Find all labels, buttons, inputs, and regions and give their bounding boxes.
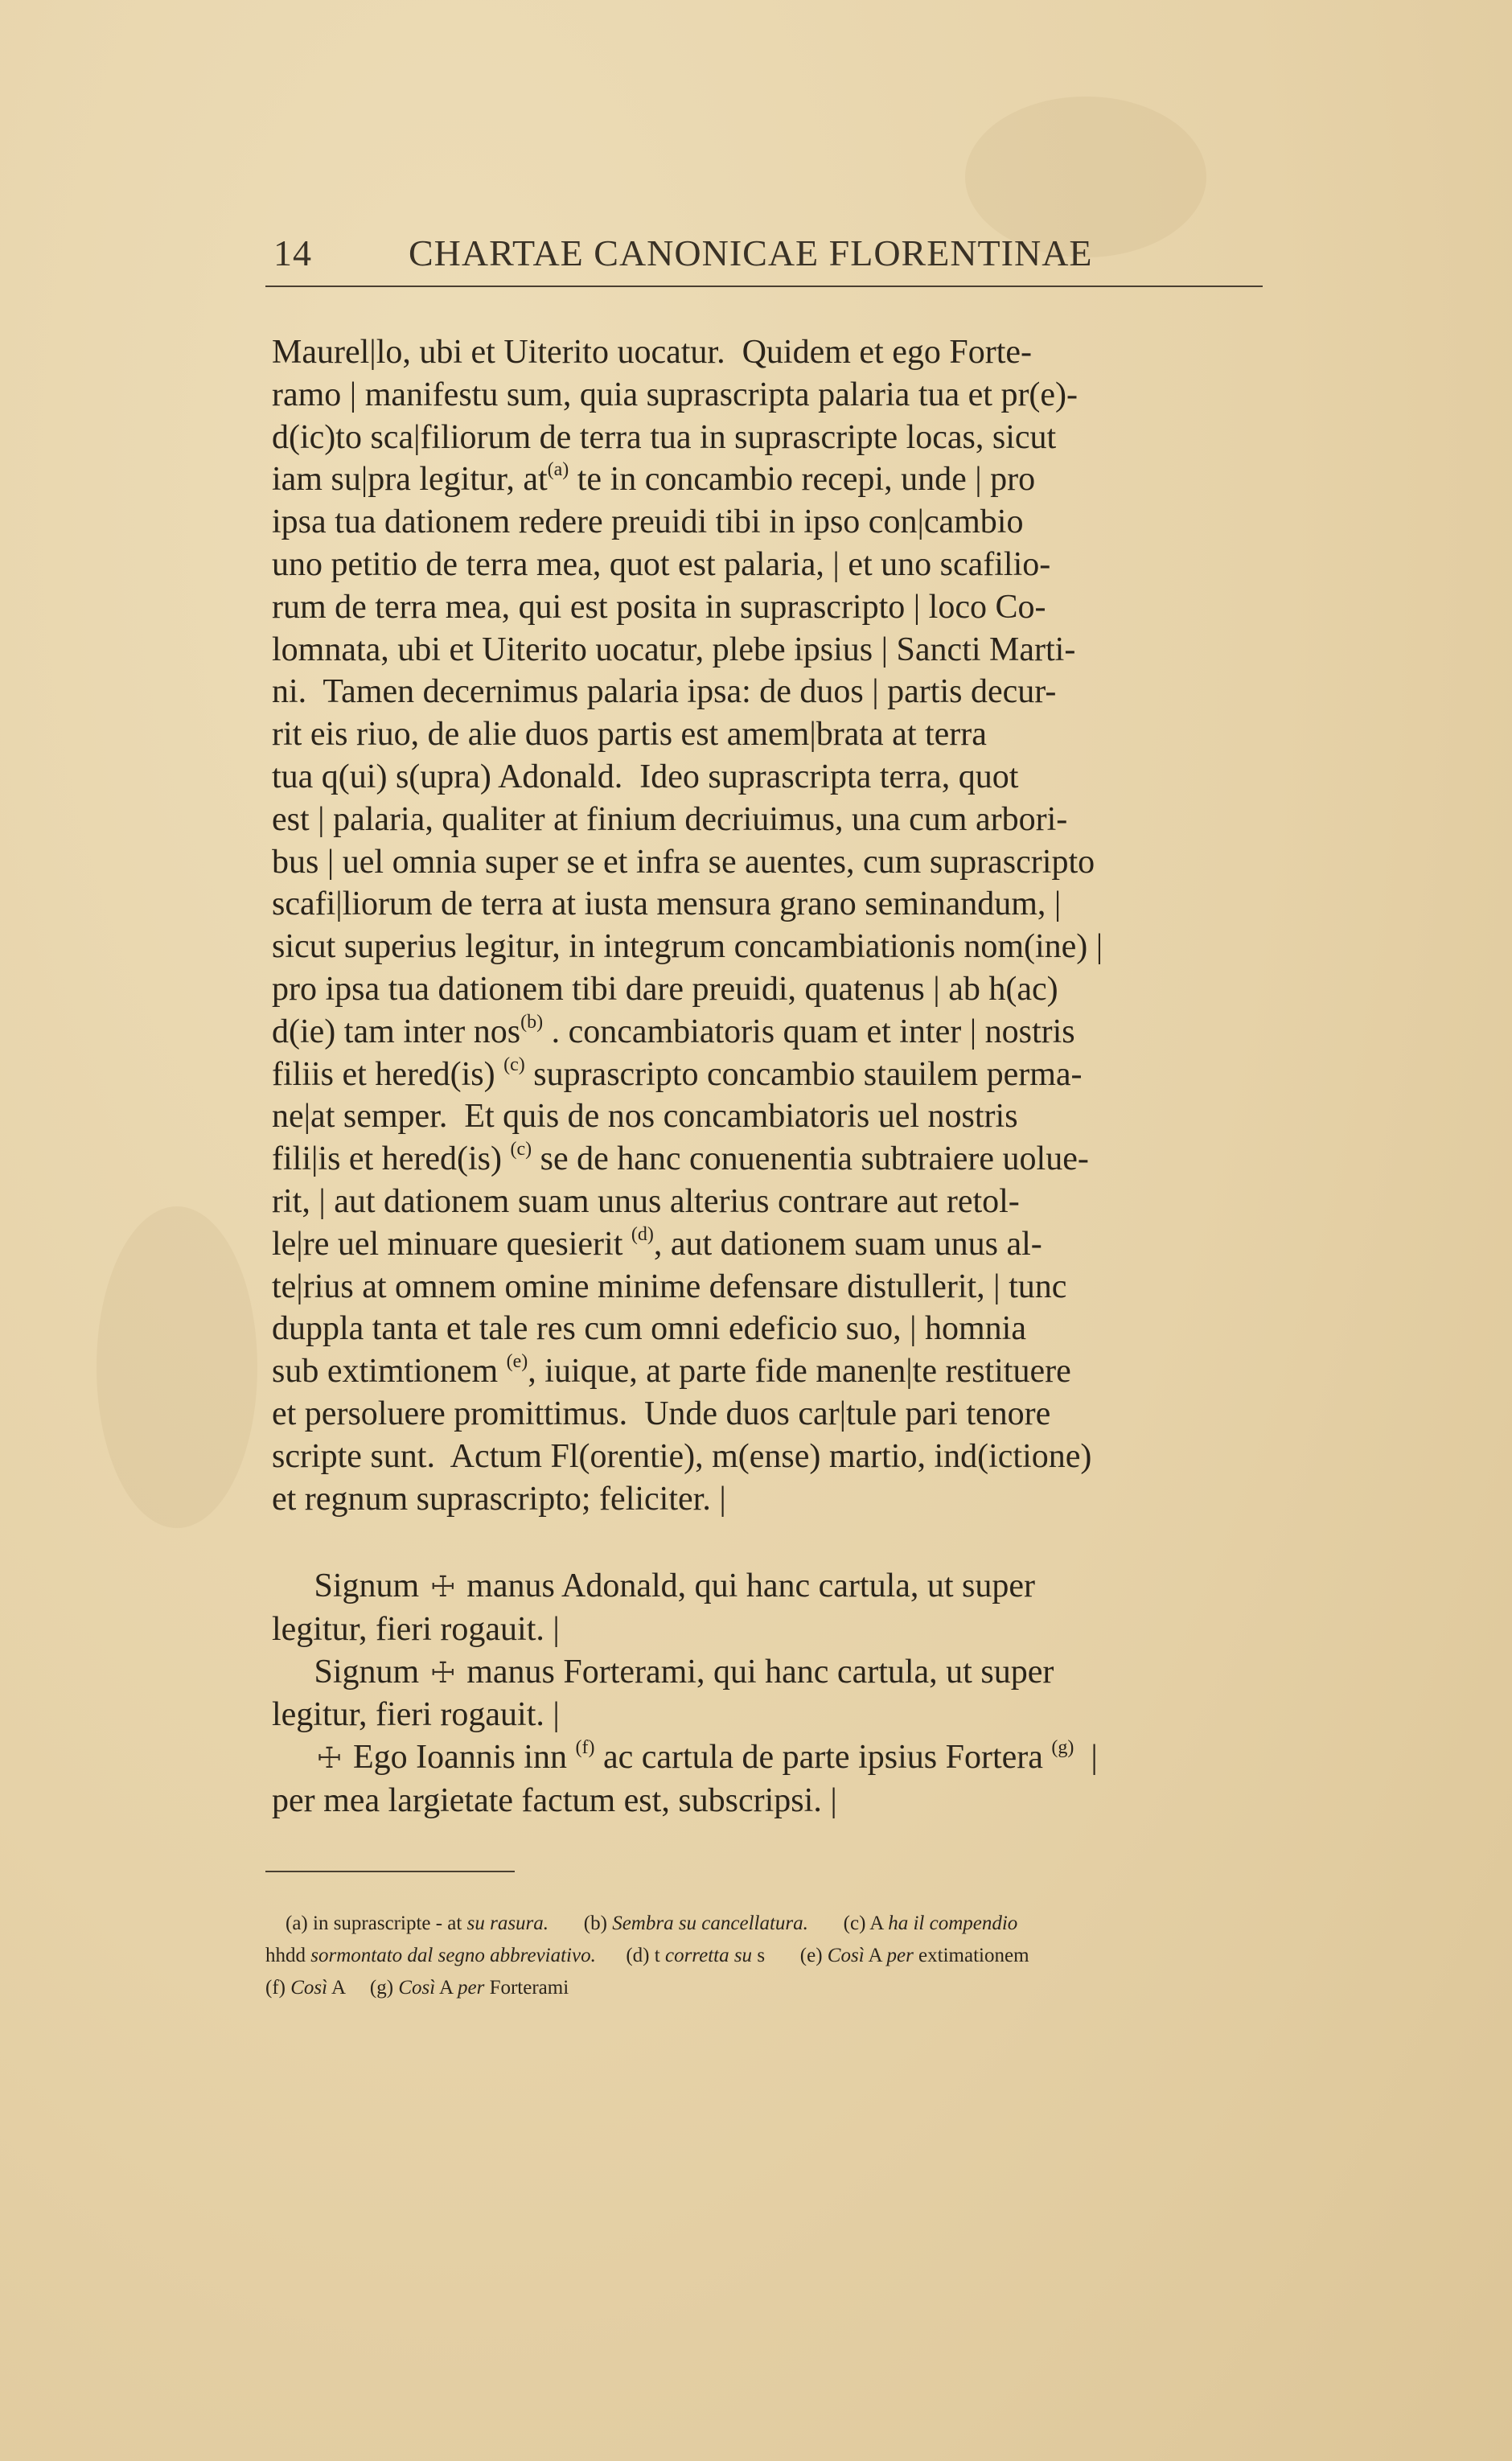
footnote-line: [265, 1940, 1263, 1972]
page-number: 14: [273, 232, 312, 273]
text-fragment: se de hanc conuenentia subtraiere uolue-: [540, 1140, 1089, 1178]
footnote-rule: [265, 1871, 515, 1872]
footnote-line: [265, 1972, 1263, 2004]
text-line: duppla tanta et tale res cum omni edeficio suo, | homnia: [272, 1310, 1026, 1348]
text-line: lomnata, ubi et Uiterito uocatur, plebe ipsius | Sancti Marti-: [272, 631, 1076, 668]
text-fragment: suprascripto concambio stauilem perma-: [533, 1055, 1083, 1093]
text-line: et persoluere promittimus. Unde duos car|tule pari tenore: [272, 1395, 1051, 1432]
footnote-mark: (a): [547, 459, 569, 481]
text-line: sicut superius legitur, in integrum concambiationis nom(ine) |: [272, 928, 1103, 966]
page-title: CHARTAE CANONICAE FLORENTINAE: [409, 232, 1093, 273]
text-fragment: fili|is et hered(is): [272, 1140, 502, 1178]
text-line: uno petitio de terra mea, quot est palaria, | et uno scafilio-: [272, 545, 1051, 583]
text-fragment: , aut dationem suam unus al-: [653, 1225, 1042, 1263]
footnote-mark: (c): [510, 1139, 532, 1161]
text-line: scripte sunt. Actum Fl(orentie), m(ense) martio, ind(ictione): [272, 1437, 1092, 1475]
text-line: et regnum suprascripto; feliciter. |: [272, 1480, 726, 1518]
text-line: te|rius at omnem omine minime defensare distullerit, | tunc: [272, 1267, 1067, 1305]
charter-text: [272, 331, 1256, 1520]
text-line: [272, 1138, 1256, 1181]
text-line: rit eis riuo, de alie duos partis est amem|brata at terra: [272, 716, 987, 754]
text-line: tua q(ui) s(upra) Adonald. Ideo suprascripta terra, quot: [272, 758, 1019, 795]
footnote-text: in suprascripte - at: [313, 1913, 462, 1934]
text-line: [272, 458, 1256, 501]
footnote-note: sormontato dal segno abbreviativo.: [310, 1945, 596, 1966]
footnote-note: su rasura.: [466, 1913, 549, 1934]
signature-label: Signum: [314, 1653, 420, 1691]
footnote-note: corretta su: [664, 1945, 753, 1966]
signature-line: [272, 1565, 1256, 1608]
cross-icon: ☩: [429, 1656, 456, 1689]
signature-line: legitur, fieri rogauit. |: [272, 1696, 560, 1734]
text-line: rit, | aut dationem suam unus alterius contrare aut retol-: [272, 1182, 1020, 1220]
text-line: ne|at semper. Et quis de nos concambiatoris uel nostris: [272, 1098, 1018, 1136]
footnote-label: (e): [799, 1945, 823, 1966]
text-line: [272, 1054, 1256, 1096]
cross-icon: ☩: [429, 1571, 456, 1603]
footnote-text: A: [869, 1913, 883, 1934]
text-line: ipsa tua dationem redere preuidi tibi in ipso con|cambio: [272, 503, 1024, 541]
footnote-label: (g): [369, 1977, 394, 1999]
header-rule: [265, 286, 1263, 287]
text-line: [272, 1223, 1256, 1266]
signature-line: per mea largietate factum est, subscripsi. |: [272, 1781, 837, 1819]
text-line: scafi|liorum de terra at iusta mensura grano seminandum, |: [272, 885, 1062, 923]
running-header: [273, 232, 1263, 280]
footnote-mark: (g): [1051, 1737, 1074, 1759]
signature-block: [272, 1565, 1256, 1822]
text-line: pro ipsa tua dationem tibi dare preuidi, quatenus | ab h(ac): [272, 970, 1058, 1008]
footnote-label: (c): [843, 1913, 866, 1934]
signature-line: [272, 1651, 1256, 1695]
signature-line: [272, 1736, 1256, 1780]
signature-text: manus Adonald, qui hanc cartula, ut super: [466, 1567, 1036, 1604]
cross-icon: ☩: [316, 1742, 343, 1775]
footnote-line: [265, 1908, 1263, 1940]
footnote-text: extimationem: [918, 1945, 1029, 1966]
footnote-text: Forterami: [489, 1977, 569, 1999]
text-fragment: iam su|pra legitur, at: [272, 461, 548, 499]
text-fragment: sub extimtionem: [272, 1353, 499, 1391]
text-line: rum de terra mea, qui est posita in suprascripto | loco Co-: [272, 588, 1046, 626]
text-line: d(ic)to sca|filiorum de terra tua in suprascripte locas, sicut: [272, 418, 1057, 456]
footnote-text: A: [439, 1977, 453, 1999]
footnote-mark: (c): [503, 1054, 525, 1075]
footnote-text: A: [331, 1977, 345, 1999]
signature-text: Ego Ioannis inn: [353, 1739, 567, 1777]
footnote-label: (f): [265, 1977, 286, 1999]
text-fragment: d(ie) tam inter nos: [272, 1013, 521, 1050]
footnote-note: per: [457, 1977, 485, 1999]
footnote-label: (b): [583, 1913, 607, 1934]
footnote-mark: (e): [506, 1351, 528, 1373]
footnote-text: hhdd: [265, 1945, 306, 1966]
footnote-text: t: [654, 1945, 660, 1966]
footnotes: [265, 1908, 1263, 2004]
footnote-mark: (f): [575, 1737, 595, 1759]
text-line: d(ie) tam inter nos$^{(b)}$ . concambiatoris quam et inter | nostris: [272, 1011, 1075, 1050]
footnote-text: s: [757, 1945, 766, 1966]
text-line: ramo | manifestu sum, quia suprascripta palaria tua et pr(e)-: [272, 376, 1079, 413]
text-fragment: , iuique, at parte fide manen|te restituere: [528, 1353, 1071, 1391]
text-fragment: le|re uel minuare quesierit: [272, 1225, 623, 1263]
text-fragment: te in concambio recepi, unde | pro: [577, 461, 1036, 499]
text-line: Maurel|lo, ubi et Uiterito uocatur. Quidem et ego Forte-: [272, 334, 1032, 371]
footnote-mark: (d): [631, 1223, 654, 1245]
footnote-label: (d): [626, 1945, 650, 1966]
signature-text: manus Forterami, qui hanc cartula, ut super: [466, 1653, 1054, 1691]
text-line: bus | uel omnia super se et infra se auentes, cum suprascripto: [272, 843, 1095, 881]
footnote-note: Sembra su cancellatura.: [612, 1913, 808, 1934]
signature-text: |: [1091, 1739, 1098, 1777]
signature-text: ac cartula de parte ipsius Fortera: [602, 1739, 1043, 1777]
signature-label: Signum: [314, 1567, 420, 1604]
footnote-mark: (b): [520, 1011, 544, 1033]
text-fragment: concambiatoris quam et inter | nostris: [568, 1013, 1075, 1050]
text-fragment: filiis et hered(is): [272, 1055, 495, 1093]
text-line: ni. Tamen decernimus palaria ipsa: de duos | partis decur-: [272, 673, 1057, 711]
footnote-label: (a): [286, 1913, 308, 1934]
paper-stain: [97, 1206, 257, 1528]
footnote-note: Così: [290, 1977, 328, 1999]
footnote-note: ha il compendio: [888, 1913, 1018, 1934]
footnote-note: per: [886, 1945, 914, 1966]
footnote-note: Così: [398, 1977, 436, 1999]
footnote-text: A: [868, 1945, 882, 1966]
text-line: est | palaria, qualiter at finium decriuimus, una cum arbori-: [272, 800, 1068, 838]
footnote-note: Così: [827, 1945, 865, 1966]
signature-line: legitur, fieri rogauit. |: [272, 1610, 560, 1648]
text-line: [272, 1350, 1256, 1393]
